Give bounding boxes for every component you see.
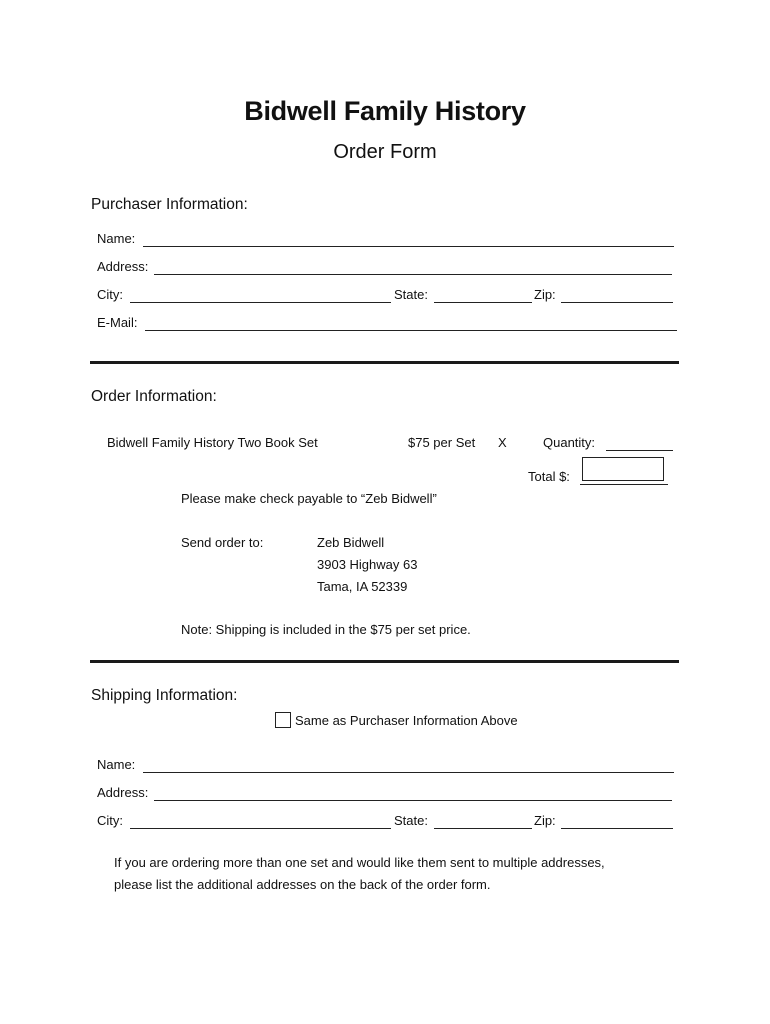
shipping-included-note: Note: Shipping is included in the $75 per set price. (181, 622, 471, 637)
purchaser-address-label: Address: (97, 259, 149, 274)
shipping-city-label: City: (97, 813, 123, 828)
purchaser-address-field[interactable] (154, 274, 672, 275)
shipping-state-label: State: (394, 813, 428, 828)
quantity-label: Quantity: (543, 435, 596, 450)
purchaser-zip-field[interactable] (561, 302, 673, 303)
shipping-name-field[interactable] (143, 772, 674, 773)
quantity-field[interactable] (606, 450, 673, 451)
total-label: Total $: (528, 469, 570, 484)
multiple-addresses-note-line-2: please list the additional addresses on the back of the order form. (114, 877, 491, 892)
multiple-addresses-note-line-1: If you are ordering more than one set and would like them sent to multiple addresses, (114, 855, 605, 870)
order-price: $75 per Set (408, 435, 476, 450)
shipping-address-label: Address: (97, 785, 149, 800)
shipping-name-label: Name: (97, 757, 136, 772)
same-as-purchaser-checkbox[interactable] (275, 712, 291, 728)
total-box[interactable] (582, 457, 664, 481)
purchaser-heading: Purchaser Information: (91, 196, 248, 213)
order-times: X (498, 435, 507, 450)
shipping-city-field[interactable] (130, 828, 391, 829)
purchaser-email-label: E-Mail: (97, 315, 138, 330)
total-underline (580, 484, 668, 485)
purchaser-name-field[interactable] (143, 246, 674, 247)
section-divider (90, 361, 679, 364)
purchaser-state-label: State: (394, 287, 428, 302)
send-address-line-3: Tama, IA 52339 (317, 579, 408, 594)
purchaser-state-field[interactable] (434, 302, 532, 303)
send-order-label: Send order to: (181, 535, 264, 550)
same-as-purchaser-label: Same as Purchaser Information Above (295, 713, 518, 728)
shipping-zip-label: Zip: (534, 813, 556, 828)
order-heading: Order Information: (91, 388, 217, 405)
shipping-address-field[interactable] (154, 800, 672, 801)
send-address-line-1: Zeb Bidwell (317, 535, 385, 550)
purchaser-city-field[interactable] (130, 302, 391, 303)
section-divider (90, 660, 679, 663)
form-subtitle: Order Form (333, 141, 437, 163)
purchaser-zip-label: Zip: (534, 287, 556, 302)
check-note: Please make check payable to “Zeb Bidwell” (181, 491, 437, 506)
order-item: Bidwell Family History Two Book Set (107, 435, 318, 450)
shipping-zip-field[interactable] (561, 828, 673, 829)
send-address-line-2: 3903 Highway 63 (317, 557, 418, 572)
form-title: Bidwell Family History (244, 96, 526, 126)
shipping-heading: Shipping Information: (91, 687, 238, 704)
purchaser-city-label: City: (97, 287, 123, 302)
purchaser-email-field[interactable] (145, 330, 677, 331)
purchaser-name-label: Name: (97, 231, 136, 246)
shipping-state-field[interactable] (434, 828, 532, 829)
